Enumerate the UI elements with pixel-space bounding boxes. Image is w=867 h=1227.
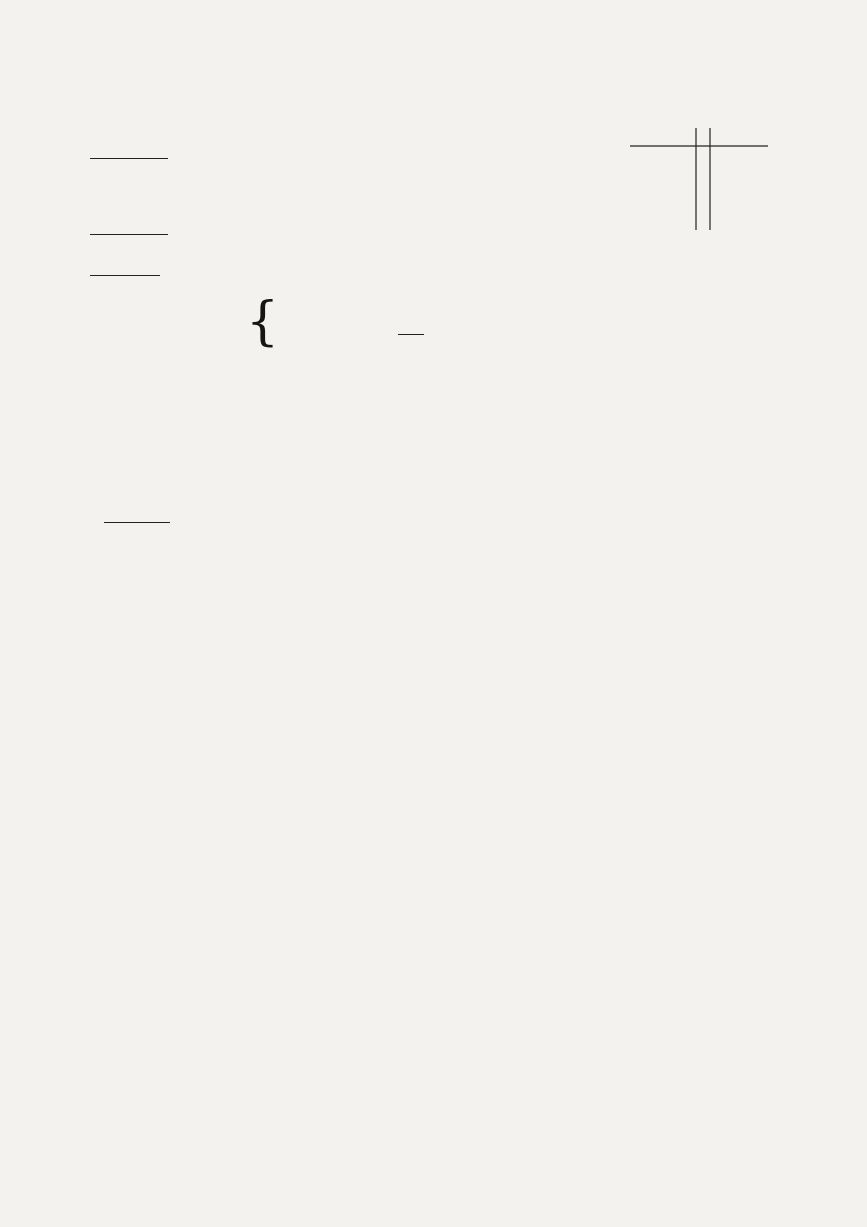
answer-blank-17 [104, 508, 170, 523]
question-13 [90, 144, 168, 163]
question-17-part2 [104, 508, 170, 527]
frequency-histogram [540, 868, 800, 1038]
answer-blank-14 [90, 220, 168, 235]
footer [284, 1122, 325, 1140]
question-14-line3 [90, 220, 168, 239]
question-16-rest [398, 320, 424, 339]
piecewise-brace: { [246, 292, 280, 352]
question-15 [90, 261, 160, 280]
answer-blank-13 [90, 144, 168, 159]
answer-blank-15 [90, 261, 160, 276]
stem-leaf-plot [630, 124, 770, 234]
answer-blank-16 [398, 320, 424, 335]
